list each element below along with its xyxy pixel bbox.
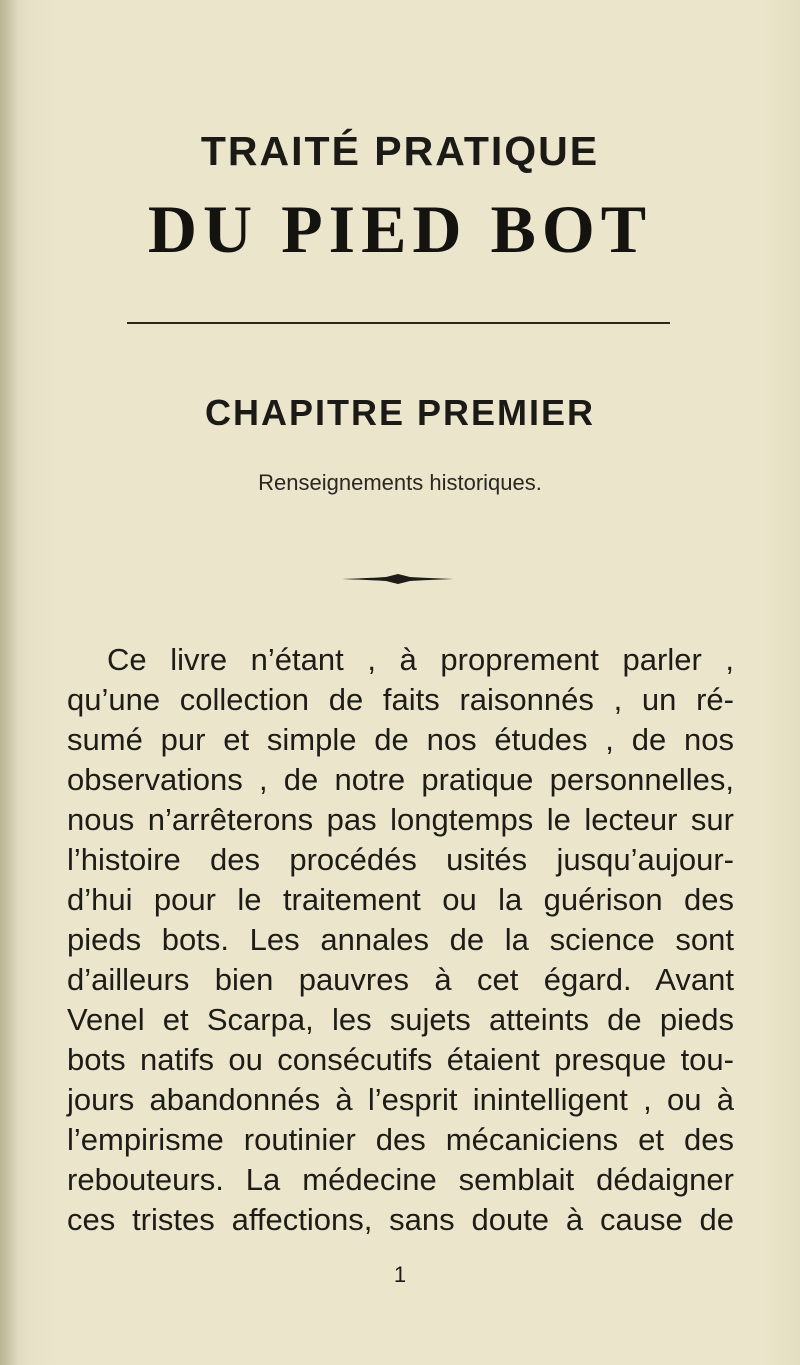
text-line: d’ailleurs bien pauvres à cet égard. Avant: [67, 962, 734, 997]
text-line: pieds bots. Les annales de la science sont: [67, 922, 734, 957]
text-line: nous n’arrêterons pas longtemps le lecteur sur: [67, 802, 734, 837]
text-line: observations , de notre pratique personnelles,: [67, 762, 734, 797]
body-paragraph: [67, 640, 734, 1240]
text-line: l’histoire des procédés usités jusqu’aujour-: [67, 842, 734, 877]
text-line: ces tristes affections, sans doute à cause de: [67, 1202, 734, 1237]
text-line: d’hui pour le traitement ou la guérison des: [67, 882, 734, 917]
text-line: jours abandonnés à l’esprit inintelligent , ou à: [67, 1082, 734, 1117]
title-rule: [127, 322, 670, 324]
text-line: rebouteurs. La médecine semblait dédaigner: [67, 1162, 734, 1197]
text-line: bots natifs ou consécutifs étaient presque tou-: [67, 1042, 734, 1077]
ornament-divider: [342, 573, 454, 585]
chapter-subtitle: Renseignements historiques.: [258, 470, 542, 495]
text-line: Venel et Scarpa, les sujets atteints de pieds: [67, 1002, 734, 1037]
text-line: l’empirisme routinier des mécaniciens et des: [67, 1122, 734, 1157]
book-title-line-1: TRAITÉ PRATIQUE: [200, 128, 600, 174]
book-title-line-2: DU PIED BOT: [147, 191, 653, 267]
chapter-heading: CHAPITRE PREMIER: [204, 392, 596, 433]
text-line: qu’une collection de faits raisonnés , un ré-: [67, 682, 734, 717]
text-line: Ce livre n’étant , à proprement parler ,: [107, 642, 734, 677]
text-line: sumé pur et simple de nos études , de nos: [67, 722, 734, 757]
page-number: 1: [393, 1262, 407, 1287]
